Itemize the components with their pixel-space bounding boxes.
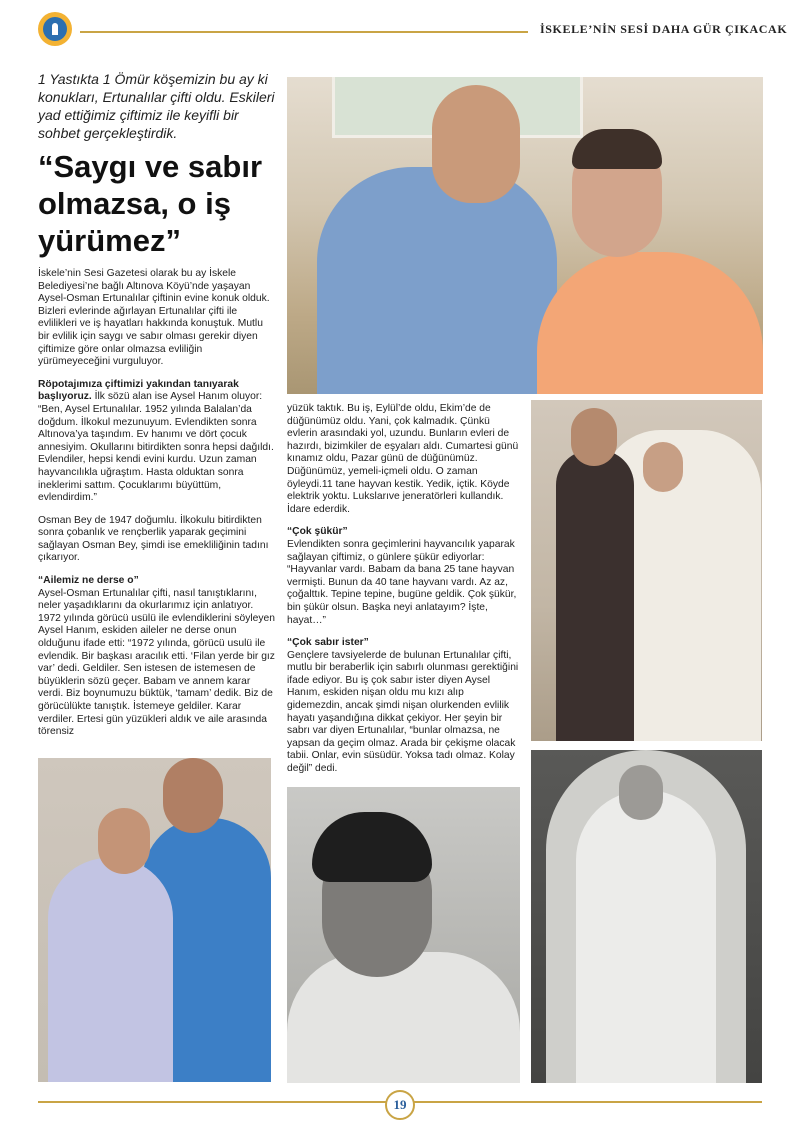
article-paragraph: Osman Bey de 1947 doğumlu. İlkokulu bitirdikten sonra çobanlık ve rençberlik yaparak geçimini sağlayan Osman Bey, şimdi ise emekliliğinin tadını çıkarıyor.	[38, 514, 269, 564]
article-paragraph: yüzük taktık. Bu iş, Eylül’de oldu, Ekim’de de düğünümüz oldu. Yani, çok kalmadık. Çünkü evlerin arasındaki yol, uzundu. Bunların evleri de hazırdı, bizimkiler de eşyaları aldı. Cumartesi günü kınamız oldu, Pazar günü de düğünümüz. Düğünümüz, yemeli-içmeli oldu. O zaman öyleydi.11 tane hayvan kestik. Yedik, içtik. Köyde elektrik yoktu. Lukslarıve jeneratörleri kullandık. İdare ederdik.	[287, 403, 519, 515]
article-column-middle	[287, 403, 522, 786]
bride-photo	[531, 750, 762, 1083]
subheading-ailemiz: “Ailemiz ne derse o”	[38, 575, 139, 587]
article-lead: İskele’nin Sesi Gazetesi olarak bu ay İskele Belediyesi’ne bağlı Altınova Köyü’nde yaşayan Aysel-Osman Ertunalılar çiftinin evine konuk olduk. Bizleri evlerinde ağırlayan Ertunalılar çifti ile evlilikleri ve iş hayatları hakkında konuştuk. Mutlu bir evlilik için saygı ve sabır olması gerekir diyen çiftimize göre onlar olmazsa evliliğin yürümeyeceğini vurguluyor.	[38, 268, 270, 368]
header-rule	[80, 31, 528, 33]
article-intro: 1 Yastıkta 1 Ömür köşemizin bu ay ki konukları, Ertunalılar çifti oldu. Eskileri yad ettiğimiz çiftimiz ile keyifli bir sohbet gerçekleştirdik.	[38, 71, 275, 141]
article-paragraph: Gençlere tavsiyelerde de bulunan Ertunalılar çifti, mutlu bir beraberlik için sabırlı olunması gerektiğini ifade ediyor. Bu iş çok sabır ister diyen Aysel Hanım, eskiden nişan oldu mu kızı alıp gidemezdin, ancak şimdi nişan olurkenden evlilik hayatı yaşandığına dikkat çekiyor. Her şeyin bir sabrı var diyen Ertunalılar, “bunlar olmazsa, ne yapsan da geçim olmaz. Arada bir çekişme olacak tabii. Onlar, evin süsüdür. Yoksa tadı olmaz. Kolay değil” dedi.	[287, 649, 519, 775]
article-headline: “Saygı ve sabır olmazsa, o iş yürümez”	[38, 149, 263, 258]
article-column-left	[38, 268, 275, 749]
subheading-cok-sukur: “Çok şükür”	[287, 526, 348, 538]
page-number: 19	[385, 1090, 415, 1120]
couple-portrait-photo	[287, 77, 763, 394]
header-title: İSKELE’NİN SESİ DAHA GÜR ÇIKACAK	[540, 22, 788, 36]
paragraph-text: İlk sözü alan ise Aysel Hanım oluyor: “Ben, Aysel Ertunalılar. 1952 yılında Balalan’da doğdum. İlkokul mezunuyum. Evlendikten sonra Altınova’ya taşındım. Ev hanımı ve dört çocuk annesiyim. Okullarını bitirdikten sonra hepsi dağıldı. Evlendiler, hepsi kendi evini kurdu. Uzun zaman hayvancılıkla uğraştım. Hasta olduktan sonra ineklerimi sattım. Çocuklarımı büyüttüm, evlendirdim.”	[38, 391, 274, 504]
article-paragraph	[38, 379, 275, 505]
wedding-photo	[531, 400, 762, 741]
couple-snapshot-photo	[38, 758, 271, 1082]
subheading-cok-sabir: “Çok sabır ister”	[287, 637, 369, 649]
municipality-logo-icon	[38, 12, 72, 46]
article-paragraph: Aysel-Osman Ertunalılar çifti, nasıl tanıştıklarını, neler yaşadıklarını da okurlarımız için anlatıyor. 1972 yılında görücü usülü ile evlendiklerini söyleyen Aysel Hanım, eskiden aileler ne derse onun olduğunu ifade etti: “1972 yılında, görücü usulü ile evlendik. Bir başkası aracılık etti. ‘Filan yerde bir gız var’ dedi. Geldiler. Sen istesen de istemesen de büyüklerin sözü geçer. Babam ve annem karar verdi. Biz boynumuzu büktük, ‘tamam’ dedik. Biz de görücülükte tanıştık. İstemeye geldiler. Karar verdiler. Ertesi gün yüzükleri aldık ve aile arasında törensiz	[38, 587, 275, 738]
article-paragraph: Evlendikten sonra geçimlerini hayvancılık yaparak sağlayan çiftimiz, o günlere şükür ediyorlar: “Hayvanlar vardı. Babam da bana 25 tane hayvan vermişti. Bunun da 40 tane hayvanı vardı. Az az, çoğalttık. Tepine tepine, bugüne geldik. Çok şükür, bin şükür olsun. Başka neyi anlatayım? İşte, hayat…”	[287, 538, 517, 626]
paragraph-lead-in: Röpotajımıza çiftimizi yakından tanıyarak başlıyoruz.	[38, 378, 239, 403]
young-man-photo	[287, 787, 520, 1083]
